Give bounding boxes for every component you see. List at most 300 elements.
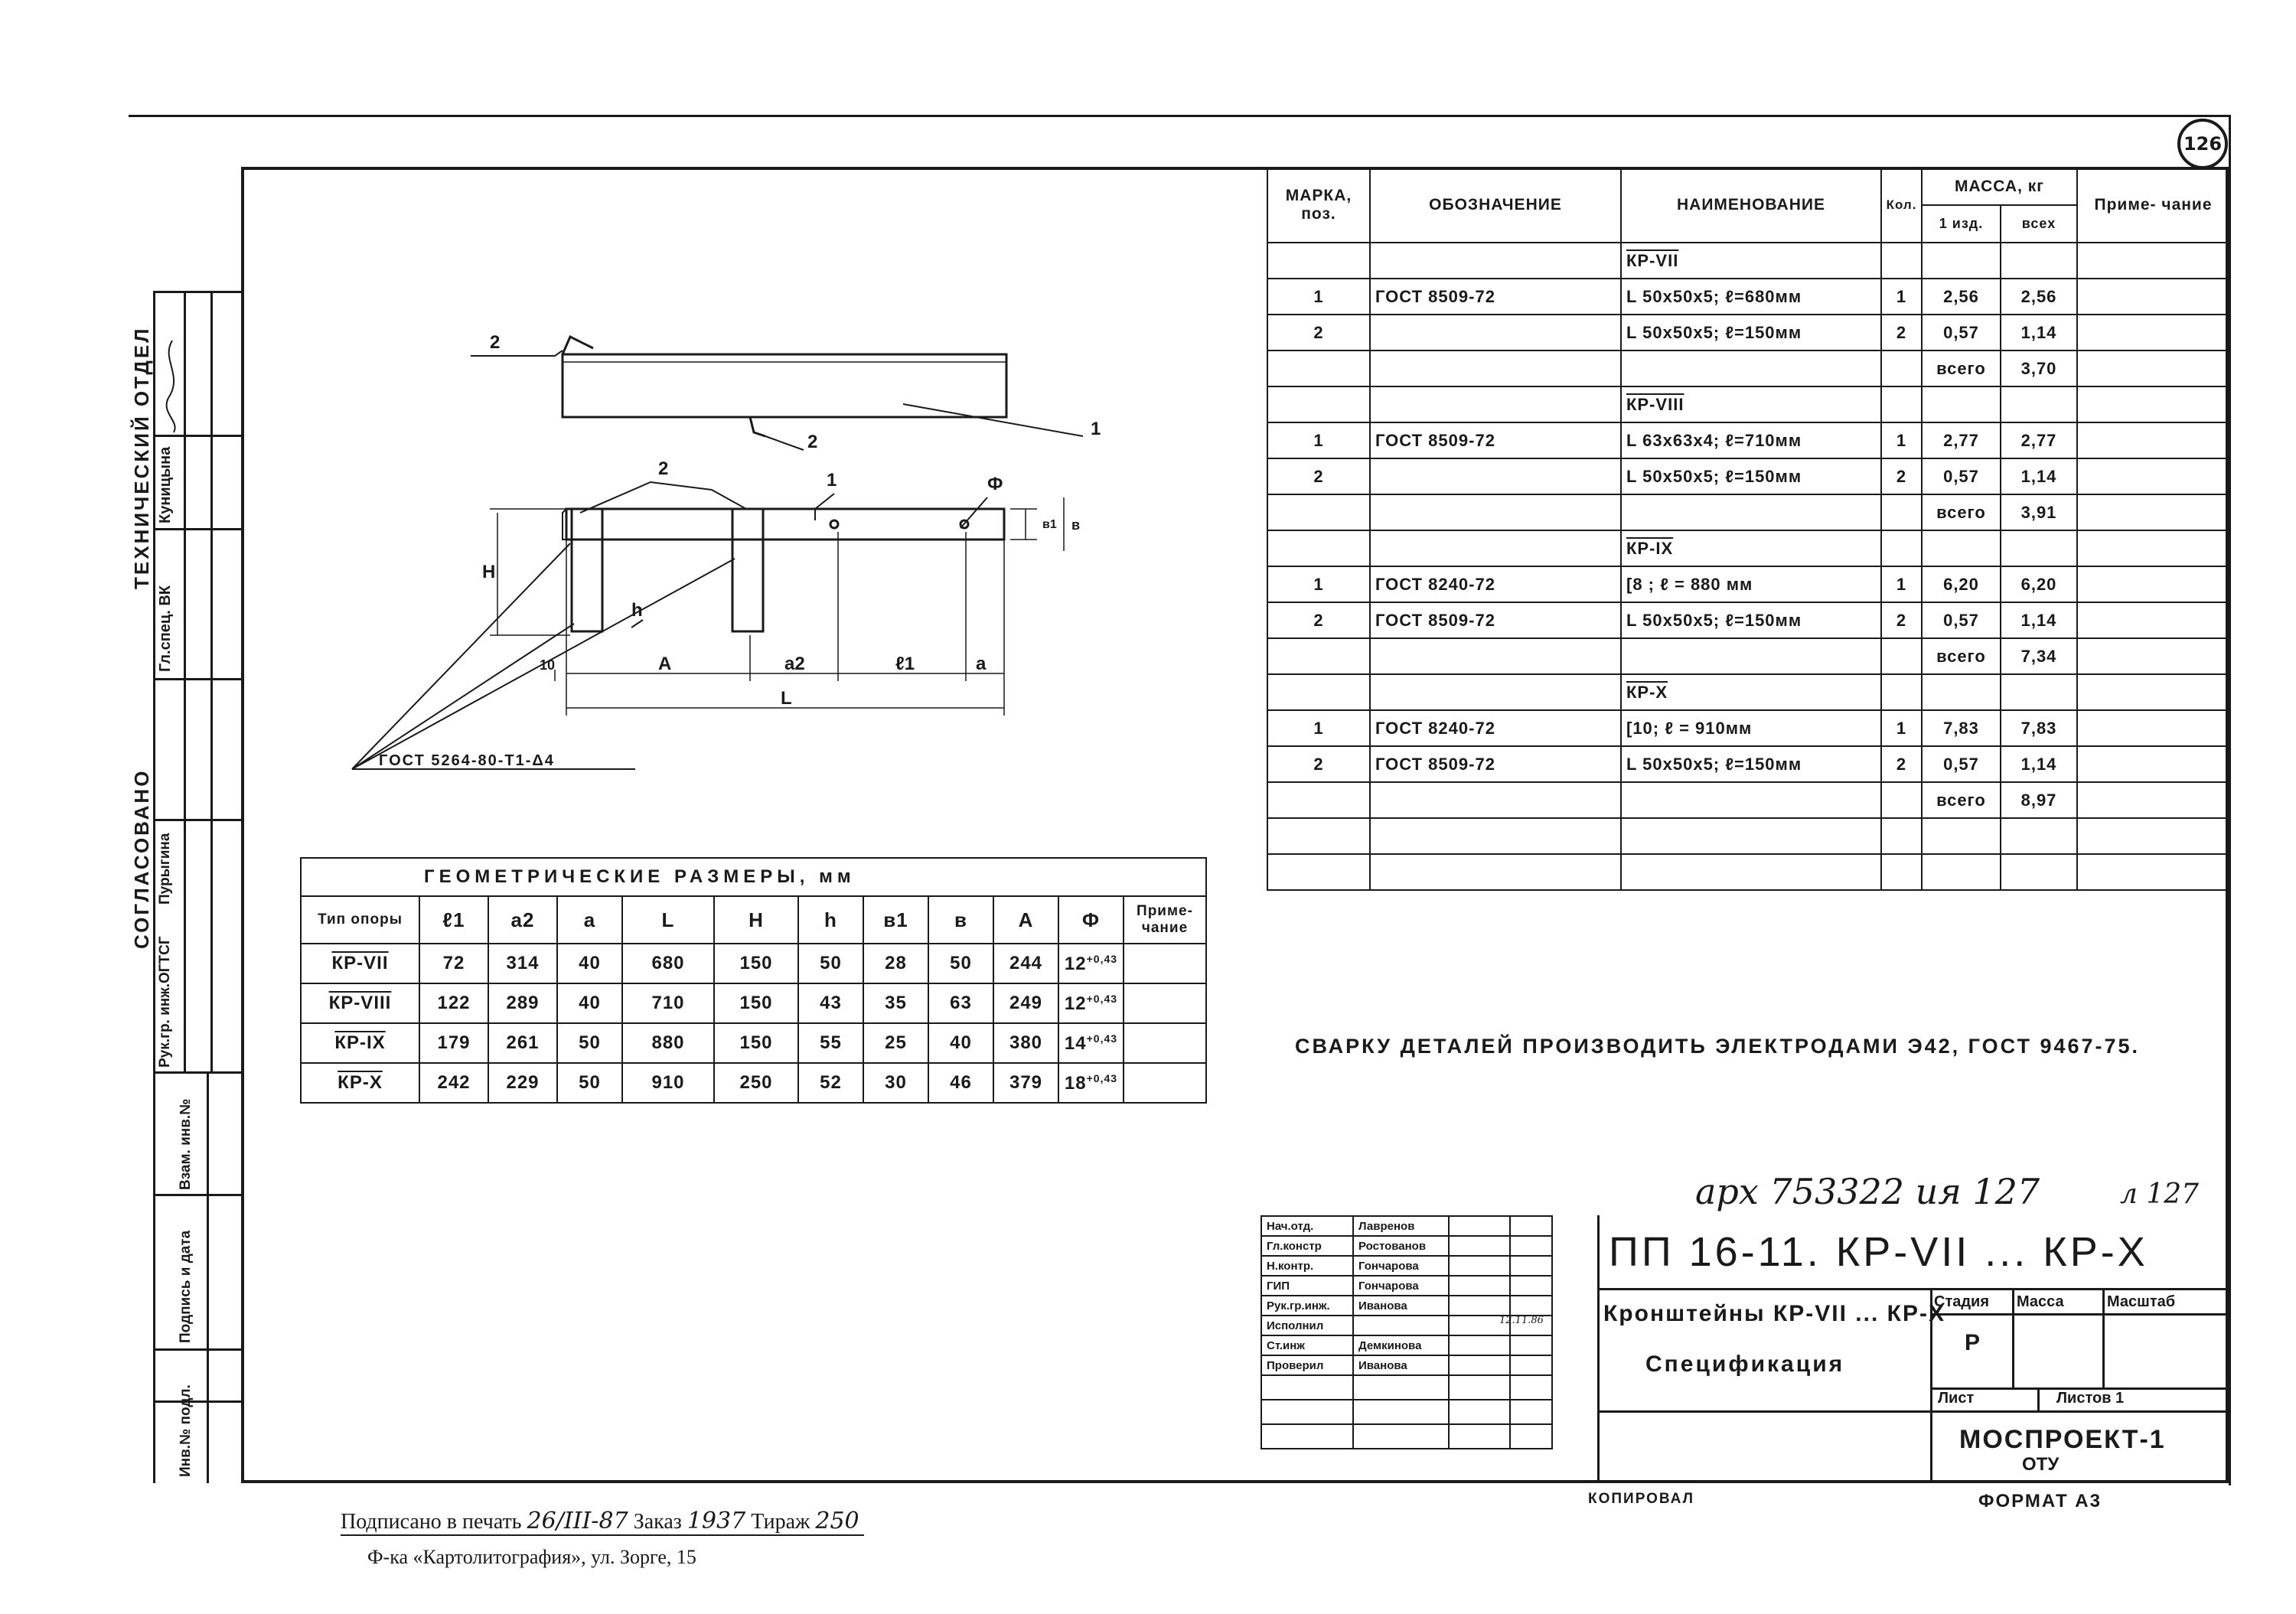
person-name: Ростованов bbox=[1353, 1236, 1449, 1256]
geo-header: ℓ1 bbox=[419, 896, 488, 944]
person-date bbox=[1510, 1276, 1552, 1296]
geo-header: в1 bbox=[863, 896, 928, 944]
geo-header: А bbox=[993, 896, 1058, 944]
geo-cell: 910 bbox=[622, 1063, 714, 1103]
spec-mass-total: 3,91 bbox=[2001, 494, 2077, 530]
spec-row bbox=[1267, 818, 2229, 854]
spec-name: L 50х50х5; ℓ=150мм bbox=[1621, 746, 1881, 782]
dim-l1: ℓ1 bbox=[895, 654, 915, 674]
agreed-label: СОГЛАСОВАНО bbox=[130, 768, 153, 949]
spec-pos: 2 bbox=[1267, 458, 1370, 494]
bracket-drawing bbox=[337, 321, 1209, 788]
geo-cell: 25 bbox=[863, 1023, 928, 1063]
sidebar-agreed-row-2: Пурыгина bbox=[157, 833, 173, 905]
spec-qty: 2 bbox=[1881, 602, 1922, 638]
geo-cell: 28 bbox=[863, 944, 928, 983]
welding-note: СВАРКУ ДЕТАЛЕЙ ПРОИЗВОДИТЬ ЭЛЕКТРОДАМИ Э42, ГОСТ 9467-75. bbox=[1295, 1035, 2141, 1058]
print-label: Подписано в печать bbox=[341, 1510, 522, 1534]
spec-row bbox=[1267, 710, 2229, 746]
person-date bbox=[1510, 1216, 1552, 1236]
spec-qty bbox=[1881, 782, 1922, 818]
person-role: ГИП bbox=[1261, 1276, 1353, 1296]
spec-row bbox=[1267, 674, 2229, 710]
geo-cell: 261 bbox=[488, 1023, 557, 1063]
dim-b1: в1 bbox=[1042, 518, 1057, 531]
spec-qty: 1 bbox=[1881, 566, 1922, 602]
spec-note bbox=[2077, 530, 2229, 566]
spec-pos: 1 bbox=[1267, 279, 1370, 315]
person-name bbox=[1353, 1400, 1449, 1424]
person-role bbox=[1261, 1400, 1353, 1424]
format-label: ФОРМАТ А3 bbox=[1978, 1491, 2102, 1511]
geo-cell: 229 bbox=[488, 1063, 557, 1103]
tolerance: +0,43 bbox=[1086, 992, 1118, 1005]
spec-name: КР-VII bbox=[1621, 243, 1881, 279]
geo-row bbox=[301, 983, 1206, 1023]
spec-pos: 1 bbox=[1267, 710, 1370, 746]
spec-qty: 1 bbox=[1881, 710, 1922, 746]
spec-doc: ГОСТ 8240-72 bbox=[1370, 710, 1621, 746]
spec-mass-total bbox=[2001, 818, 2077, 854]
geo-cell: 379 bbox=[993, 1063, 1058, 1103]
person-role: Рук.гр.инж. bbox=[1261, 1296, 1353, 1316]
person-role: Исполнил bbox=[1261, 1316, 1353, 1335]
tolerance: +0,43 bbox=[1086, 1071, 1118, 1084]
person-role: Нач.отд. bbox=[1261, 1216, 1353, 1236]
spec-doc bbox=[1370, 854, 1621, 890]
spec-doc bbox=[1370, 638, 1621, 674]
geo-cell: 314 bbox=[488, 944, 557, 983]
geo-title: ГЕОМЕТРИЧЕСКИЕ РАЗМЕРЫ, мм bbox=[301, 858, 1206, 896]
spec-qty bbox=[1881, 386, 1922, 422]
geo-cell: КР-X bbox=[301, 1063, 419, 1103]
geo-cell: 46 bbox=[928, 1063, 993, 1103]
spec-doc bbox=[1370, 818, 1621, 854]
callout-2b: 2 bbox=[807, 432, 818, 452]
geo-cell: 50 bbox=[928, 944, 993, 983]
geo-cell: $14^{+0,43}$ bbox=[1058, 1023, 1124, 1063]
spec-note bbox=[2077, 315, 2229, 351]
geo-header: а2 bbox=[488, 896, 557, 944]
spec-row bbox=[1267, 422, 2229, 458]
spec-name: КР-VIII bbox=[1621, 386, 1881, 422]
header-name: НАИМЕНОВАНИЕ bbox=[1621, 168, 1881, 243]
spec-qty bbox=[1881, 494, 1922, 530]
person-date bbox=[1510, 1236, 1552, 1256]
run-label: Тираж bbox=[751, 1510, 810, 1534]
dim-b: в bbox=[1071, 517, 1081, 533]
spec-row bbox=[1267, 854, 2229, 890]
spec-mass-total bbox=[2001, 386, 2077, 422]
sidebar-agreed-row-1: Рук.гр. инж.ОГТСГ bbox=[157, 936, 173, 1068]
geo-cell: 50 bbox=[798, 944, 863, 983]
dept-label: ТЕХНИЧЕСКИЙ ОТДЕЛ bbox=[130, 326, 153, 589]
stamp-original-inv: Инв.№ подл. bbox=[178, 1384, 194, 1477]
spec-mass-unit bbox=[1922, 818, 2001, 854]
spec-doc bbox=[1370, 386, 1621, 422]
person-role: Проверил bbox=[1261, 1355, 1353, 1375]
title-block-person-row bbox=[1261, 1375, 1552, 1400]
spec-note bbox=[2077, 602, 2229, 638]
stamp-replaced-inv: Взам. инв.№ bbox=[178, 1098, 194, 1190]
person-name bbox=[1353, 1424, 1449, 1449]
stage-value: Р bbox=[1965, 1330, 1981, 1355]
spec-row bbox=[1267, 243, 2229, 279]
geo-cell: 710 bbox=[622, 983, 714, 1023]
geo-cell: 72 bbox=[419, 944, 488, 983]
spec-name: L 63х63х4; ℓ=710мм bbox=[1621, 422, 1881, 458]
order-number: 1937 bbox=[687, 1508, 746, 1534]
spec-qty bbox=[1881, 243, 1922, 279]
person-signature bbox=[1449, 1335, 1510, 1355]
geo-header: Н bbox=[714, 896, 798, 944]
person-name: Иванова bbox=[1353, 1296, 1449, 1316]
spec-name bbox=[1621, 351, 1881, 386]
header-mark: МАРКА, поз. bbox=[1267, 168, 1370, 243]
spec-qty bbox=[1881, 638, 1922, 674]
geo-cell bbox=[1124, 1023, 1206, 1063]
person-signature bbox=[1449, 1296, 1510, 1316]
title-block-person-row bbox=[1261, 1400, 1552, 1424]
geo-cell: 50 bbox=[557, 1063, 622, 1103]
spec-pos bbox=[1267, 674, 1370, 710]
spec-doc: ГОСТ 8509-72 bbox=[1370, 279, 1621, 315]
spec-pos bbox=[1267, 638, 1370, 674]
mass-label: Масса bbox=[2017, 1293, 2064, 1310]
spec-note bbox=[2077, 243, 2229, 279]
geo-cell: 179 bbox=[419, 1023, 488, 1063]
spec-note bbox=[2077, 854, 2229, 890]
spec-mass-unit: 0,57 bbox=[1922, 458, 2001, 494]
spec-name bbox=[1621, 782, 1881, 818]
organization: МОСПРОЕКТ-1 bbox=[1959, 1425, 2166, 1454]
spec-pos: 1 bbox=[1267, 566, 1370, 602]
person-role bbox=[1261, 1375, 1353, 1400]
footer-line-2: Ф-ка «Картолитография», ул. Зорге, 15 bbox=[367, 1546, 696, 1568]
person-role: Ст.инж bbox=[1261, 1335, 1353, 1355]
spec-qty: 2 bbox=[1881, 458, 1922, 494]
spec-qty bbox=[1881, 854, 1922, 890]
date-value: 12.11.86 bbox=[1499, 1315, 1544, 1326]
callout-2a: 2 bbox=[490, 332, 501, 353]
spec-doc: ГОСТ 8509-72 bbox=[1370, 746, 1621, 782]
geo-row bbox=[301, 1023, 1206, 1063]
order-label: Заказ bbox=[633, 1510, 682, 1534]
title-block-person-row bbox=[1261, 1424, 1552, 1449]
spec-mass-total: 6,20 bbox=[2001, 566, 2077, 602]
geo-header: Приме- чание bbox=[1124, 896, 1206, 944]
sheet-label: Лист bbox=[1938, 1390, 1975, 1407]
person-role: Гл.констр bbox=[1261, 1236, 1353, 1256]
dim-10: 10 bbox=[540, 657, 556, 673]
spec-mass-unit: 2,77 bbox=[1922, 422, 2001, 458]
geo-cell: 250 bbox=[714, 1063, 798, 1103]
header-note: Приме- чание bbox=[2077, 168, 2229, 243]
geo-header: L bbox=[622, 896, 714, 944]
spec-doc bbox=[1370, 458, 1621, 494]
geo-cell: 150 bbox=[714, 944, 798, 983]
spec-name: L 50х50х5; ℓ=150мм bbox=[1621, 602, 1881, 638]
geo-cell: 380 bbox=[993, 1023, 1058, 1063]
spec-mass-unit: 6,20 bbox=[1922, 566, 2001, 602]
spec-pos bbox=[1267, 782, 1370, 818]
person-signature bbox=[1449, 1424, 1510, 1449]
geo-row bbox=[301, 1063, 1206, 1103]
geo-cell: 55 bbox=[798, 1023, 863, 1063]
sheet-number-badge: 126 bbox=[2177, 119, 2228, 169]
spec-name: L 50х50х5; ℓ=150мм bbox=[1621, 315, 1881, 351]
spec-mass-unit: 7,83 bbox=[1922, 710, 2001, 746]
spec-name: [8 ; ℓ = 880 мм bbox=[1621, 566, 1881, 602]
title-block-person-row bbox=[1261, 1355, 1552, 1375]
title-block-person-row bbox=[1261, 1335, 1552, 1355]
document-designation: ПП 16-11. КР-VII ... КР-X bbox=[1609, 1229, 2148, 1275]
spec-pos: 2 bbox=[1267, 602, 1370, 638]
spec-row bbox=[1267, 458, 2229, 494]
person-date bbox=[1510, 1400, 1552, 1424]
spec-row bbox=[1267, 782, 2229, 818]
person-name bbox=[1353, 1375, 1449, 1400]
person-signature bbox=[1449, 1375, 1510, 1400]
spec-note bbox=[2077, 746, 2229, 782]
spec-qty bbox=[1881, 530, 1922, 566]
title-block-person-row bbox=[1261, 1296, 1552, 1316]
title-block-person-row bbox=[1261, 1256, 1552, 1276]
stamp-signature-date: Подпись и дата bbox=[178, 1230, 194, 1343]
signature-mark bbox=[157, 337, 188, 436]
document-subtitle: Спецификация bbox=[1645, 1352, 1845, 1377]
spec-mass-total: 7,83 bbox=[2001, 710, 2077, 746]
spec-pos: 2 bbox=[1267, 315, 1370, 351]
geo-cell: 244 bbox=[993, 944, 1058, 983]
callout-2c: 2 bbox=[658, 458, 669, 479]
geo-cell: 150 bbox=[714, 1023, 798, 1063]
person-signature bbox=[1449, 1216, 1510, 1236]
spec-mass-total: 8,97 bbox=[2001, 782, 2077, 818]
spec-qty: 1 bbox=[1881, 422, 1922, 458]
spec-note bbox=[2077, 674, 2229, 710]
person-date bbox=[1510, 1355, 1552, 1375]
person-date bbox=[1510, 1256, 1552, 1276]
copied-label: КОПИРОВАЛ bbox=[1588, 1491, 1694, 1507]
spec-note bbox=[2077, 782, 2229, 818]
spec-doc bbox=[1370, 782, 1621, 818]
spec-mass-total: 3,70 bbox=[2001, 351, 2077, 386]
spec-mass-unit bbox=[1922, 386, 2001, 422]
spec-row bbox=[1267, 315, 2229, 351]
geo-cell: $12^{+0,43}$ bbox=[1058, 944, 1124, 983]
geo-cell bbox=[1124, 944, 1206, 983]
spec-doc: ГОСТ 8509-72 bbox=[1370, 602, 1621, 638]
spec-qty bbox=[1881, 818, 1922, 854]
geo-header: а bbox=[557, 896, 622, 944]
spec-note bbox=[2077, 351, 2229, 386]
spec-mass-unit: 0,57 bbox=[1922, 602, 2001, 638]
spec-row bbox=[1267, 602, 2229, 638]
title-block-person-row bbox=[1261, 1276, 1552, 1296]
spec-name bbox=[1621, 854, 1881, 890]
spec-note bbox=[2077, 386, 2229, 422]
spec-mass-unit: всего bbox=[1922, 782, 2001, 818]
spec-note bbox=[2077, 279, 2229, 315]
spec-doc bbox=[1370, 243, 1621, 279]
spec-pos bbox=[1267, 386, 1370, 422]
header-qty: Кол. bbox=[1881, 168, 1922, 243]
document-name: Кронштейны КР-VII ... КР-X bbox=[1603, 1301, 1945, 1326]
spec-mass-unit bbox=[1922, 854, 2001, 890]
title-block-person-row bbox=[1261, 1236, 1552, 1256]
header-designation: ОБОЗНАЧЕНИЕ bbox=[1370, 168, 1621, 243]
sidebar-row-name: Куницына bbox=[157, 446, 174, 523]
geo-row bbox=[301, 944, 1206, 983]
spec-mass-total bbox=[2001, 243, 2077, 279]
spec-doc: ГОСТ 8509-72 bbox=[1370, 422, 1621, 458]
sidebar-row-spec: Гл.спец. ВК bbox=[157, 585, 174, 672]
geo-cell: 880 bbox=[622, 1023, 714, 1063]
geo-cell: 52 bbox=[798, 1063, 863, 1103]
geo-cell: 289 bbox=[488, 983, 557, 1023]
dim-H: Н bbox=[482, 562, 496, 582]
scale-label: Масштаб bbox=[2107, 1293, 2176, 1310]
header-mass: МАССА, кг bbox=[1922, 168, 2077, 205]
geo-cell bbox=[1124, 983, 1206, 1023]
person-date bbox=[1510, 1375, 1552, 1400]
spec-mass-total bbox=[2001, 854, 2077, 890]
geo-cell: $12^{+0,43}$ bbox=[1058, 983, 1124, 1023]
spec-name bbox=[1621, 818, 1881, 854]
geo-header: Ф bbox=[1058, 896, 1124, 944]
geo-cell: 40 bbox=[557, 983, 622, 1023]
spec-doc bbox=[1370, 674, 1621, 710]
person-signature bbox=[1449, 1400, 1510, 1424]
header-mass-unit: 1 изд. bbox=[1922, 205, 2001, 243]
spec-row bbox=[1267, 279, 2229, 315]
person-role: Н.контр. bbox=[1261, 1256, 1353, 1276]
spec-mass-total: 1,14 bbox=[2001, 602, 2077, 638]
person-name: Иванова bbox=[1353, 1355, 1449, 1375]
stage-label: Стадия bbox=[1934, 1293, 1990, 1310]
spec-qty: 2 bbox=[1881, 315, 1922, 351]
spec-name bbox=[1621, 638, 1881, 674]
spec-doc: ГОСТ 8240-72 bbox=[1370, 566, 1621, 602]
spec-mass-unit bbox=[1922, 530, 2001, 566]
geo-header: в bbox=[928, 896, 993, 944]
spec-row bbox=[1267, 530, 2229, 566]
spec-mass-unit: всего bbox=[1922, 638, 2001, 674]
spec-mass-total bbox=[2001, 674, 2077, 710]
geo-cell: 30 bbox=[863, 1063, 928, 1103]
geo-header: h bbox=[798, 896, 863, 944]
person-name bbox=[1353, 1316, 1449, 1335]
person-date bbox=[1510, 1335, 1552, 1355]
geo-cell: 63 bbox=[928, 983, 993, 1023]
spec-mass-unit: 0,57 bbox=[1922, 746, 2001, 782]
spec-pos bbox=[1267, 243, 1370, 279]
callout-1b: 1 bbox=[827, 470, 837, 491]
spec-mass-unit: 0,57 bbox=[1922, 315, 2001, 351]
spec-doc bbox=[1370, 315, 1621, 351]
spec-note bbox=[2077, 566, 2229, 602]
spec-name: [10; ℓ = 910мм bbox=[1621, 710, 1881, 746]
spec-doc bbox=[1370, 494, 1621, 530]
geo-cell: 40 bbox=[928, 1023, 993, 1063]
dim-a2: а2 bbox=[784, 654, 805, 674]
spec-pos bbox=[1267, 351, 1370, 386]
spec-row bbox=[1267, 494, 2229, 530]
spec-qty bbox=[1881, 674, 1922, 710]
spec-mass-unit: всего bbox=[1922, 351, 2001, 386]
geo-cell: 35 bbox=[863, 983, 928, 1023]
geo-cell: 150 bbox=[714, 983, 798, 1023]
dim-h: h bbox=[631, 600, 643, 621]
run-number: 250 bbox=[815, 1508, 859, 1534]
weld-note: ГОСТ 5264-80-Т1-Δ4 bbox=[379, 752, 555, 769]
tolerance: +0,43 bbox=[1086, 1032, 1118, 1045]
person-signature bbox=[1449, 1355, 1510, 1375]
spec-mass-unit bbox=[1922, 674, 2001, 710]
spec-pos bbox=[1267, 494, 1370, 530]
spec-mass-unit: всего bbox=[1922, 494, 2001, 530]
title-block-person-row bbox=[1261, 1216, 1552, 1236]
spec-name bbox=[1621, 494, 1881, 530]
spec-note bbox=[2077, 710, 2229, 746]
organization-sub: ОТУ bbox=[2022, 1454, 2060, 1475]
spec-name: КР-X bbox=[1621, 674, 1881, 710]
spec-name: L 50х50х5; ℓ=680мм bbox=[1621, 279, 1881, 315]
dim-a: а bbox=[976, 654, 987, 674]
spec-row bbox=[1267, 638, 2229, 674]
spec-doc bbox=[1370, 530, 1621, 566]
geo-cell: $18^{+0,43}$ bbox=[1058, 1063, 1124, 1103]
person-signature bbox=[1449, 1256, 1510, 1276]
spec-row bbox=[1267, 351, 2229, 386]
spec-note bbox=[2077, 422, 2229, 458]
person-signature bbox=[1449, 1236, 1510, 1256]
spec-mass-total: 7,34 bbox=[2001, 638, 2077, 674]
spec-pos bbox=[1267, 854, 1370, 890]
geo-cell bbox=[1124, 1063, 1206, 1103]
person-name: Гончарова bbox=[1353, 1256, 1449, 1276]
person-date bbox=[1510, 1424, 1552, 1449]
spec-qty: 2 bbox=[1881, 746, 1922, 782]
callout-1a: 1 bbox=[1091, 419, 1101, 439]
geo-cell: КР-IX bbox=[301, 1023, 419, 1063]
spec-mass-total: 1,14 bbox=[2001, 458, 2077, 494]
geo-cell: 122 bbox=[419, 983, 488, 1023]
person-signature bbox=[1449, 1276, 1510, 1296]
geo-cell: 242 bbox=[419, 1063, 488, 1103]
spec-row bbox=[1267, 386, 2229, 422]
spec-qty bbox=[1881, 351, 1922, 386]
spec-mass-total: 1,14 bbox=[2001, 315, 2077, 351]
spec-mass-total bbox=[2001, 530, 2077, 566]
header-mass-total: всех bbox=[2001, 205, 2077, 243]
sheets-label: Листов 1 bbox=[2056, 1390, 2125, 1407]
spec-table bbox=[1267, 167, 2229, 941]
spec-mass-unit bbox=[1922, 243, 2001, 279]
spec-note bbox=[2077, 638, 2229, 674]
person-name: Гончарова bbox=[1353, 1276, 1449, 1296]
geo-cell: КР-VII bbox=[301, 944, 419, 983]
spec-mass-total: 1,14 bbox=[2001, 746, 2077, 782]
spec-pos: 1 bbox=[1267, 422, 1370, 458]
spec-row bbox=[1267, 746, 2229, 782]
spec-name: L 50х50х5; ℓ=150мм bbox=[1621, 458, 1881, 494]
footer-line-1 bbox=[341, 1508, 864, 1536]
geo-cell: 43 bbox=[798, 983, 863, 1023]
geometric-sizes-table bbox=[300, 857, 1207, 1104]
tolerance: +0,43 bbox=[1086, 952, 1118, 965]
